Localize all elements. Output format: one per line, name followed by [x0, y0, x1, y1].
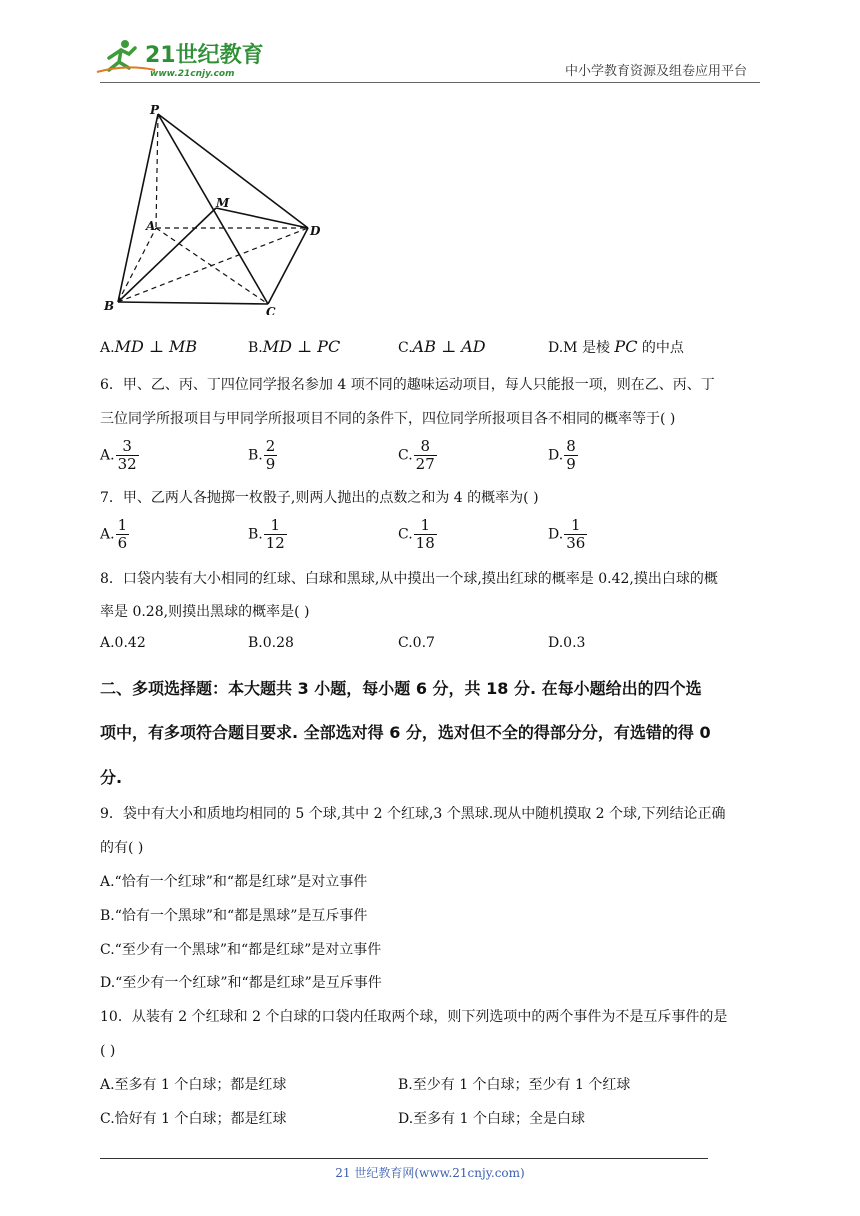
vertex-label-p: P	[150, 103, 160, 117]
vertex-label-a: A	[146, 219, 156, 233]
q10-option-a: A.至多有 1 个白球；都是红球	[100, 1077, 287, 1093]
q8-option-c: C.0.7	[398, 635, 435, 651]
section-2-heading-line-1: 二、多项选择题：本大题共 3 小题，每小题 6 分，共 18 分. 在每小题给出的四个选	[100, 679, 702, 698]
q7-line-1: 7．甲、乙两人各抛掷一枚骰子,则两人抛出的点数之和为 4 的概率为( )	[100, 490, 539, 506]
q8-option-a: A.0.42	[100, 635, 146, 651]
q6-option-c: C. $\frac{8}{27}$	[398, 437, 435, 473]
q9-option-b: B.“恰有一个黑球”和“都是黑球”是互斥事件	[100, 908, 368, 924]
q9-option-d: D.“至少有一个红球”和“都是红球”是互斥事件	[100, 975, 382, 991]
q10-line-2: ( )	[100, 1043, 116, 1059]
vertex-label-c: C	[266, 305, 276, 315]
q6-option-d: D. $\frac{8}{9}$	[548, 437, 576, 473]
q8-line-1: 8．口袋内装有大小相同的红球、白球和黑球,从中摸出一个球,摸出红球的概率是 0.42,摸出白球的概	[100, 571, 718, 587]
vertex-label-d: D	[310, 224, 321, 238]
footer-text: 21 世纪教育网(www.21cnjy.com)	[335, 1166, 525, 1180]
section-2-heading-line-2: 项中，有多项符合题目要求. 全部选对得 6 分，选对但不全的得部分分，有选错的得 0	[100, 723, 711, 742]
q7-option-d: D. $\frac{1}{36}$	[548, 516, 586, 552]
q10-option-d: D.至多有 1 个白球；全是白球	[398, 1111, 585, 1127]
site-logo	[95, 36, 265, 80]
q5-option-a: A.MD ⊥ MB	[100, 337, 198, 356]
q5-option-d: D.M 是棱 PC 的中点	[548, 337, 684, 356]
q6-line-2: 三位同学所报项目与甲同学所报项目不同的条件下，四位同学所报项目各不相同的概率等于( )	[100, 411, 676, 427]
q7-option-a: A. $\frac{1}{6}$	[100, 516, 128, 552]
q9-line-2: 的有( )	[100, 840, 144, 856]
q7-option-c: C. $\frac{1}{18}$	[398, 516, 435, 552]
vertex-label-m: M	[216, 196, 230, 210]
q5-option-c: C.AB ⊥ AD	[398, 337, 486, 356]
q6-option-b: B. $\frac{2}{9}$	[248, 437, 276, 473]
q8-line-2: 率是 0.28,则摸出黑球的概率是( )	[100, 604, 310, 620]
q9-option-a: A.“恰有一个红球”和“都是红球”是对立事件	[100, 874, 368, 890]
q10-option-b: B.至少有 1 个白球；至少有 1 个红球	[398, 1077, 631, 1093]
platform-name: 中小学教育资源及组卷应用平台	[565, 64, 748, 79]
q8-option-d: D.0.3	[548, 635, 586, 651]
section-2-heading-line-3: 分.	[100, 768, 123, 787]
q7-option-b: B. $\frac{1}{12}$	[248, 516, 285, 552]
footer-rule	[100, 1158, 708, 1159]
q8-option-b: B.0.28	[248, 635, 294, 651]
logo-text: 21世纪教育	[145, 43, 264, 68]
pyramid-figure	[100, 100, 330, 315]
q10-line-1: 10．从装有 2 个红球和 2 个白球的口袋内任取两个球，则下列选项中的两个事件为不是互斥事件的是	[100, 1009, 728, 1025]
q6-option-a: A. $\frac{3}{32}$	[100, 437, 137, 473]
logo-url: www.21cnjy.com	[150, 69, 235, 79]
q10-option-c: C.恰好有 1 个白球；都是红球	[100, 1111, 287, 1127]
q5-option-b: B.MD ⊥ PC	[248, 337, 341, 356]
header-rule	[100, 82, 760, 83]
vertex-label-b: B	[104, 299, 115, 313]
q6-line-1: 6．甲、乙、丙、丁四位同学报名参加 4 项不同的趣味运动项目，每人只能报一项，则在乙、丙、丁	[100, 377, 715, 393]
q9-option-c: C.“至少有一个黑球”和“都是红球”是对立事件	[100, 942, 382, 958]
q9-line-1: 9．袋中有大小和质地均相同的 5 个球,其中 2 个红球,3 个黑球.现从中随机摸取 2 个球,下列结论正确	[100, 806, 726, 822]
